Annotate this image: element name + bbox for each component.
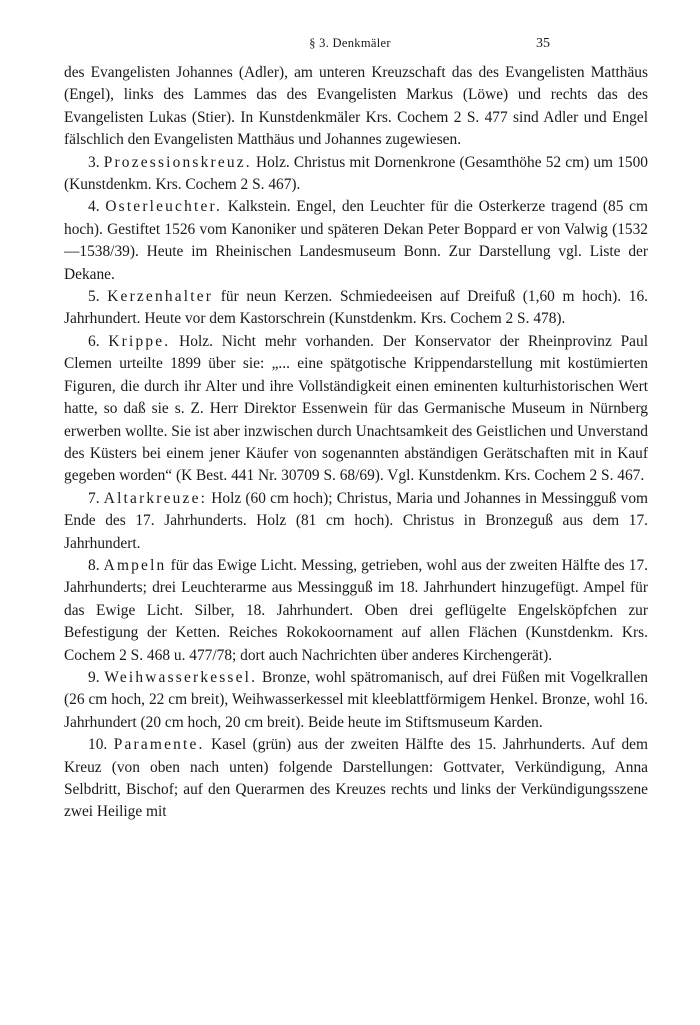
entry-text: Holz (60 cm hoch); Christus, Maria und Johannes in Messingguß vom Ende des 17. Jahrhunderts. Holz (81 cm hoch). Christus in Bronzeguß aus dem 17. Jahrhundert.	[64, 489, 648, 552]
entry-term: Ampeln	[103, 556, 167, 574]
entry-number: 8.	[88, 556, 100, 574]
catalog-entry-weihwasserkessel	[64, 667, 648, 734]
entry-term: Altarkreuze:	[103, 489, 208, 507]
catalog-entry-osterleuchter	[64, 196, 648, 286]
catalog-entry-ampeln	[64, 555, 648, 667]
catalog-entry-paramente	[64, 734, 648, 824]
entry-text: Kalkstein. Engel, den Leuchter für die Osterkerze tragend (85 cm hoch). Gestiftet 1526 vom Kanoniker und späteren Dekan Peter Boppard er von Valwig (1532—1538/39). Heute im Rheinischen Landesmuseum Bonn. Zur Darstellung vgl. Liste der Dekane.	[64, 198, 648, 283]
entry-term: Osterleuchter.	[105, 198, 223, 216]
entry-term: Paramente.	[113, 736, 205, 754]
entry-text: Holz. Nicht mehr vorhanden. Der Konservator der Rheinprovinz Paul Clemen urteilte 1899 über sie: „... eine spätgotische Krippendarstellung mit kostümierten Figuren, die durch ihr Alter und ihre Vollständigkeit einen eminenten kulturhistorischen Wert hatte, so daß sie s. Z. Herr Direktor Essenwein für das Germanische Museum in Nürnberg erwerben wollte. Sie ist aber inzwischen durch Unachtsamkeit des Geistlichen und Unverstand des Küsters bei einem jener Käufer von sogenannten abständigen Gerätschaften mit in Kauf gegeben worden“ (K Best. 441 Nr. 30709 S. 68/69). Vgl. Kunstdenkm. Krs. Cochem 2 S. 467.	[64, 332, 648, 485]
section-title: § 3. Denkmäler	[309, 36, 391, 50]
catalog-entry-kerzenhalter	[64, 286, 648, 331]
entry-number: 3.	[88, 153, 100, 171]
entry-number: 6.	[88, 332, 100, 350]
entry-term: Krippe.	[108, 332, 171, 350]
catalog-entry-prozessionskreuz	[64, 152, 648, 197]
paragraph-continuation	[64, 62, 648, 152]
entry-term: Weihwasserkessel.	[104, 668, 258, 686]
entry-number: 9.	[88, 668, 100, 686]
entry-term: Kerzenhalter	[107, 288, 214, 306]
entry-term: Prozessionskreuz.	[103, 153, 252, 171]
page-number: 35	[536, 36, 550, 51]
entry-number: 7.	[88, 489, 100, 507]
entry-number: 10.	[88, 736, 108, 754]
body-text	[64, 62, 648, 824]
entry-number: 4.	[88, 198, 100, 216]
running-head	[0, 36, 700, 56]
paragraph-text: des Evangelisten Johannes (Adler), am unteren Kreuzschaft das des Evangelisten Matthäus (Engel), links des Lammes das des Evangelisten Markus (Löwe) und rechts das des Evangelisten Lukas (Stier). In Kunstdenkmäler Krs. Cochem 2 S. 477 sind Adler und Engel fälschlich den Evangelisten Matthäus und Johannes zugewiesen.	[64, 64, 648, 149]
catalog-entry-altarkreuze	[64, 488, 648, 555]
catalog-entry-krippe	[64, 331, 648, 488]
entry-number: 5.	[88, 288, 100, 306]
entry-text: Holz. Christus mit Dornenkrone (Gesamthöhe 52 cm) um 1500 (Kunstdenkm. Krs. Cochem 2 S. 467).	[64, 153, 648, 194]
entry-text: Bronze, wohl spätromanisch, auf drei Füßen mit Vogelkrallen (26 cm hoch, 22 cm breit), Weihwasserkessel mit kleeblattförmigem Henkel. Bronze, wohl 16. Jahrhundert (20 cm hoch, 20 cm breit). Beide heute im Stiftsmuseum Karden.	[64, 668, 648, 731]
entry-text: für neun Kerzen. Schmiedeeisen auf Dreifuß (1,60 m hoch). 16. Jahrhundert. Heute vor dem Kastorschrein (Kunstdenkm. Krs. Cochem 2 S. 478).	[64, 288, 648, 328]
entry-text: Kasel (grün) aus der zweiten Hälfte des 15. Jahrhunderts. Auf dem Kreuz (von oben nach unten) folgende Darstellungen: Gottvater, Verkündigung, Anna Selbdritt, Bischof; auf den Querarmen des Kreuzes rechts und links der Verkündigungsszene zwei Heilige mit	[64, 736, 648, 821]
entry-text: für das Ewige Licht. Messing, getrieben, wohl aus der zweiten Hälfte des 17. Jahrhunderts; drei Leuchterarme aus Messingguß im 18. Jahrhundert hinzugefügt. Ampel für das Ewige Licht. Silber, 18. Jahrhundert. Oben drei geflügelte Engelsköpfchen zur Befestigung der Ketten. Reiches Rokokoornament auf allen Flächen (Kunstdenkm. Krs. Cochem 2 S. 468 u. 477/78; dort auch Nachrichten über anderes Kirchengerät).	[64, 556, 648, 664]
